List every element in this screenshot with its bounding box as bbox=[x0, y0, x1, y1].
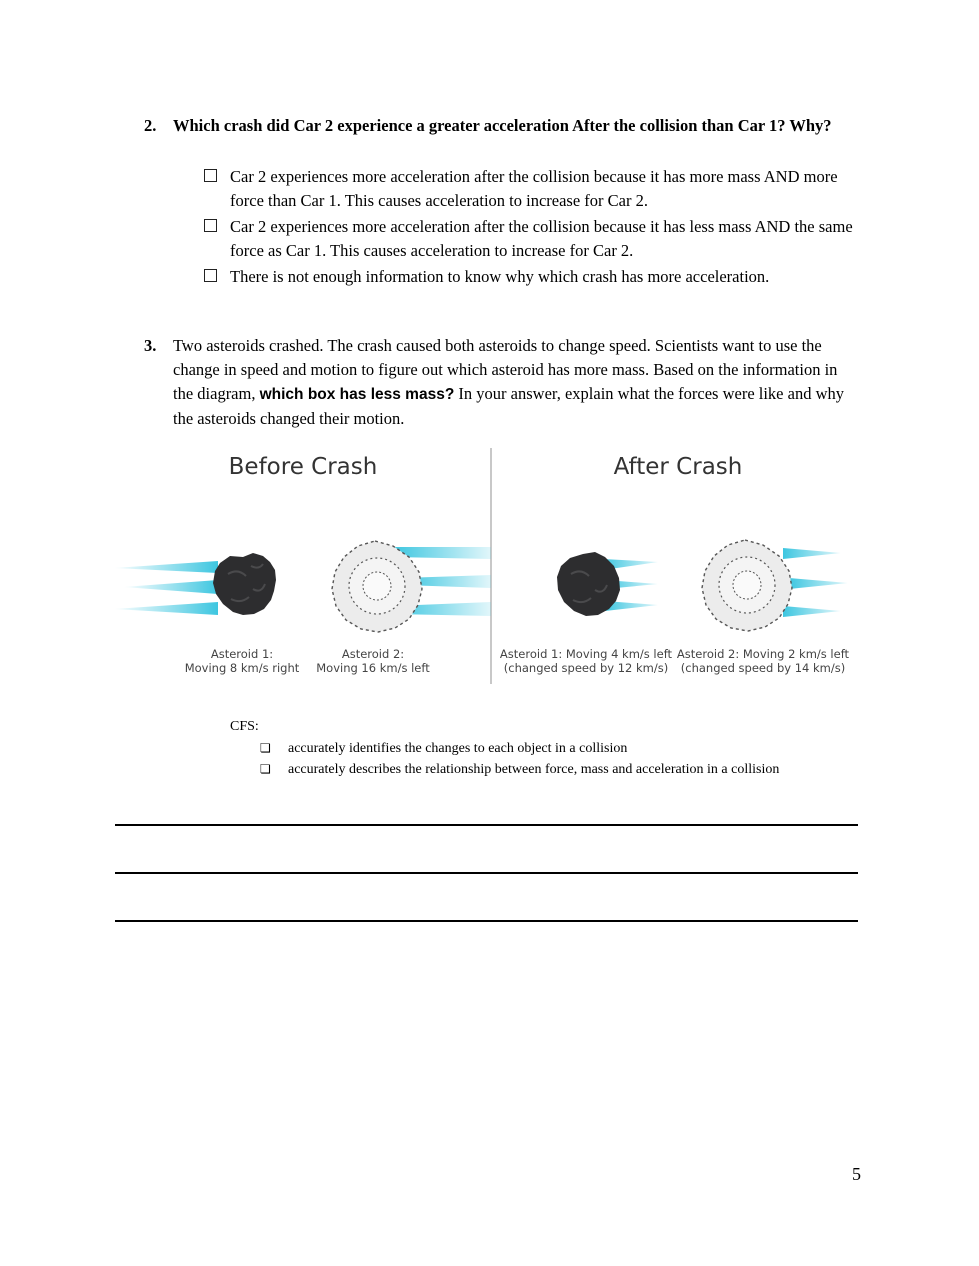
page-number: 5 bbox=[852, 1164, 861, 1184]
before-asteroid-2-label-line2: Moving 16 km/s left bbox=[316, 661, 430, 675]
checkbox[interactable] bbox=[204, 219, 217, 232]
checkbox-icon[interactable]: ❏ bbox=[260, 762, 271, 776]
before-asteroid-1-label-line1: Asteroid 1: bbox=[210, 647, 274, 661]
question-2-text: Which crash did Car 2 experience a greater acceleration After the collision than Car 1? Why? bbox=[173, 116, 832, 135]
before-asteroid-1 bbox=[213, 553, 276, 615]
answer-line[interactable] bbox=[115, 920, 858, 922]
after-asteroid-2-label-line2: (changed speed by 14 km/s) bbox=[680, 661, 846, 675]
option-text: Car 2 experiences more acceleration after the collision because it has less mass AND the same force as Car 1. This causes acceleration to increase for Car 2. bbox=[230, 217, 853, 260]
after-asteroid-1-label-line2: (changed speed by 12 km/s) bbox=[503, 661, 669, 675]
checkbox-icon[interactable]: ❏ bbox=[260, 741, 271, 755]
criterion-text: accurately identifies the changes to each object in a collision bbox=[288, 741, 628, 756]
after-crash-title: After Crash bbox=[613, 454, 743, 480]
cfs-label: CFS: bbox=[230, 719, 259, 734]
answer-line[interactable] bbox=[115, 872, 858, 874]
asteroid-crash-diagram bbox=[113, 444, 858, 688]
option-text: There is not enough information to know why which crash has more acceleration. bbox=[230, 267, 770, 286]
question-2-number: 2. bbox=[144, 116, 157, 135]
before-asteroid-1-label-line2: Moving 8 km/s right bbox=[184, 661, 300, 675]
after-asteroid-2-label-line1: Asteroid 2: Moving 2 km/s left bbox=[676, 647, 850, 661]
before-crash-title: Before Crash bbox=[228, 454, 378, 480]
option-text: Car 2 experiences more acceleration after the collision because it has more mass AND more force than Car 1. This causes acceleration to increase for Car 2. bbox=[230, 167, 838, 210]
after-asteroid-1-label-line1: Asteroid 1: Moving 4 km/s left bbox=[499, 647, 673, 661]
question-3-text-before: Two asteroids crashed. The crash caused both asteroids to change speed. Scientists want to use the change in speed and motion to figure out which asteroid has more mass. Based on the information in the diagram, bbox=[173, 336, 838, 403]
checkbox[interactable] bbox=[204, 169, 217, 182]
question-3-text-after: In your answer, explain what the forces were like and why the asteroids changed their motion. bbox=[173, 384, 844, 428]
checkbox[interactable] bbox=[204, 269, 217, 282]
after-asteroid-2 bbox=[702, 540, 792, 631]
question-3-text-bold: which box has less mass? bbox=[259, 386, 455, 403]
answer-line[interactable] bbox=[115, 824, 858, 826]
question-3-number: 3. bbox=[144, 336, 157, 355]
question-3-text bbox=[173, 334, 845, 431]
after-asteroid-2-streaks bbox=[783, 548, 848, 617]
before-asteroid-1-streaks bbox=[113, 561, 218, 615]
before-asteroid-2-label-line1: Asteroid 2: bbox=[341, 647, 405, 661]
diagram-svg bbox=[113, 444, 858, 688]
criterion-text: accurately describes the relationship between force, mass and acceleration in a collision bbox=[288, 762, 780, 777]
